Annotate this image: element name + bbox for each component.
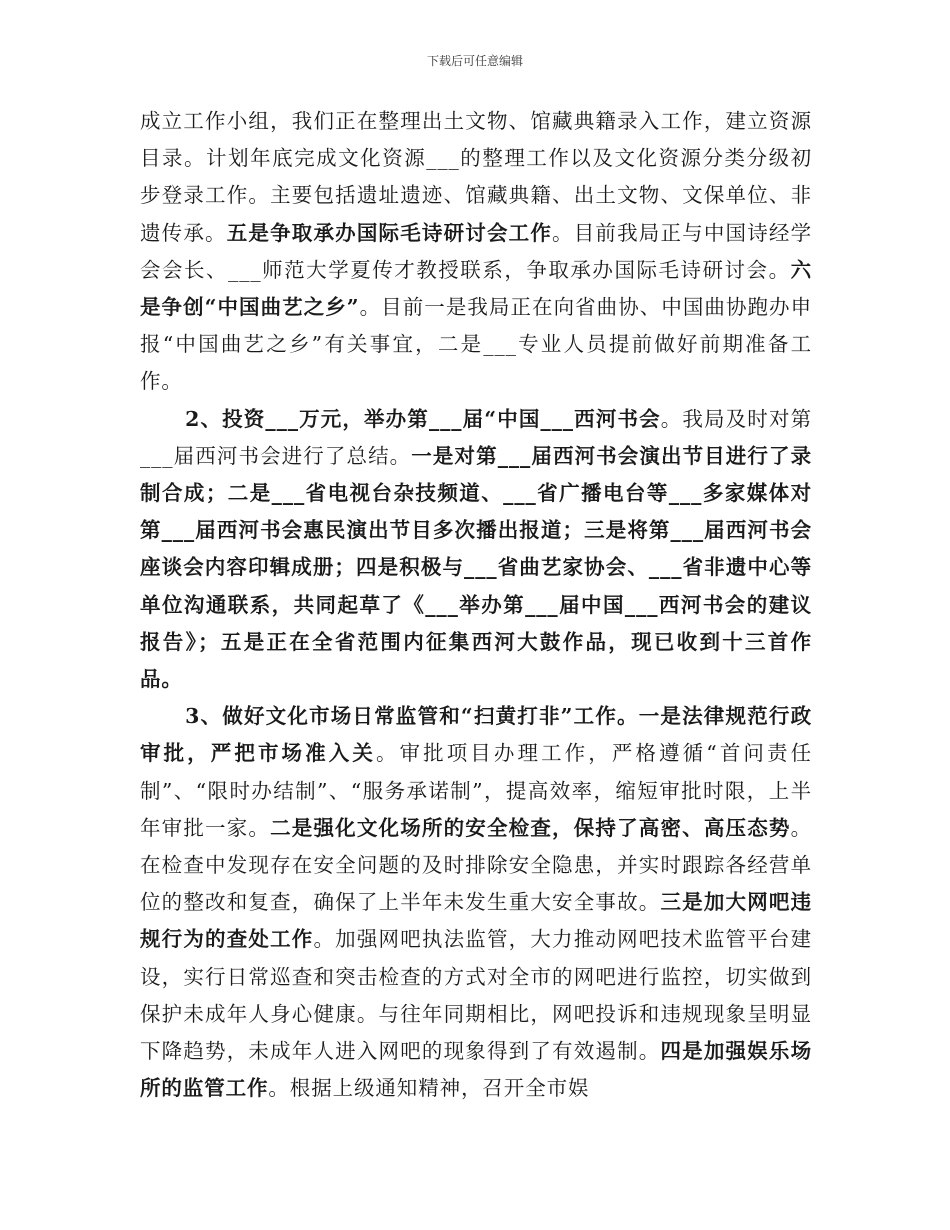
- text-run: 。目前一是我局正在向省曲协、中国曲协跑办申报“中国曲艺之乡”有关事宜，二是___专业人员提前做好前期准备工作。: [140, 295, 813, 394]
- bold-run: 3、做好文化市场日常监管和“扫黄打非”工作。一是法律规范行政审批，严把市场准入关: [140, 704, 812, 766]
- bold-run: 五是争取承办国际毛诗研讨会工作: [226, 220, 553, 245]
- bold-run: 六是争创“中国曲艺之乡”: [140, 257, 812, 320]
- text-run: 。加强网吧执法监管，大力推动网吧技术监管平台建设，实行日常巡查和突击检查的方式对全市的网吧进行监控，切实做到保护未成年人身心健康。与往年同期相比，网吧投诉和违规现象呈明显下降趋势，未成年人进入网吧的现象得到了有效遏制。: [140, 927, 813, 1064]
- paragraph-2: [140, 401, 812, 699]
- bold-run: 二是强化文化场所的安全检查，保持了高密、高压态势: [270, 815, 791, 840]
- text-run: 成立工作小组，我们正在整理出土文物、馆藏典籍录入工作，建立资源目录。计划年底完成文化资源___的整理工作以及文化资源分类分级初步登录工作。主要包括遗址遗迹、馆藏典籍、出土文物、文保单位、非遗传承。: [140, 109, 812, 245]
- text-run: 。审批项目办理工作，严格遵循“首问责任制”、“限时办结制”、“服务承诺制”，提高效率，缩短审批时限，上半年审批一家。: [140, 741, 812, 840]
- text-run: 。我局及时对第___届西河书会进行了总结。: [140, 406, 812, 468]
- text-run: 。根据上级通知精神，召开全市娱: [268, 1076, 590, 1101]
- bold-run: 一是对第___届西河书会演出节目进行了录制合成；二是___省电视台杂技频道、___省广播电台等___多家媒体对第___届西河书会惠民演出节目多次播出报道；三是将第___届西河书会座谈会内容印辑成册；四是积极与___省曲艺家协会、___省非遗中心等单位沟通联系，共同起草了《___举办第___届中国___西河书会的建议报告》；五是正在全省范围内征集西河大鼓作品，现已收到十三首作品。: [140, 443, 812, 692]
- document-body: [140, 103, 812, 1107]
- page-header: 下载后可任意编辑: [426, 54, 523, 68]
- bold-run: 三是加大网吧违规行为的查处工作: [140, 890, 812, 952]
- paragraph-1: [140, 103, 812, 401]
- text-run: 。目前我局正与中国诗经学会会长、___师范大学夏传才教授联系，争取承办国际毛诗研讨会。: [140, 220, 812, 282]
- bold-run: 四是加强娱乐场所的监管工作: [140, 1039, 812, 1101]
- bold-run: 2、投资___万元，举办第___届“中国___西河书会: [185, 406, 661, 431]
- text-run: 。在检查中发现存在安全问题的及时排除安全隐患，并实时跟踪各经营单位的整改和复查，确保了上半年未发生重大安全事故。: [140, 815, 812, 915]
- paragraph-3: [140, 698, 812, 1107]
